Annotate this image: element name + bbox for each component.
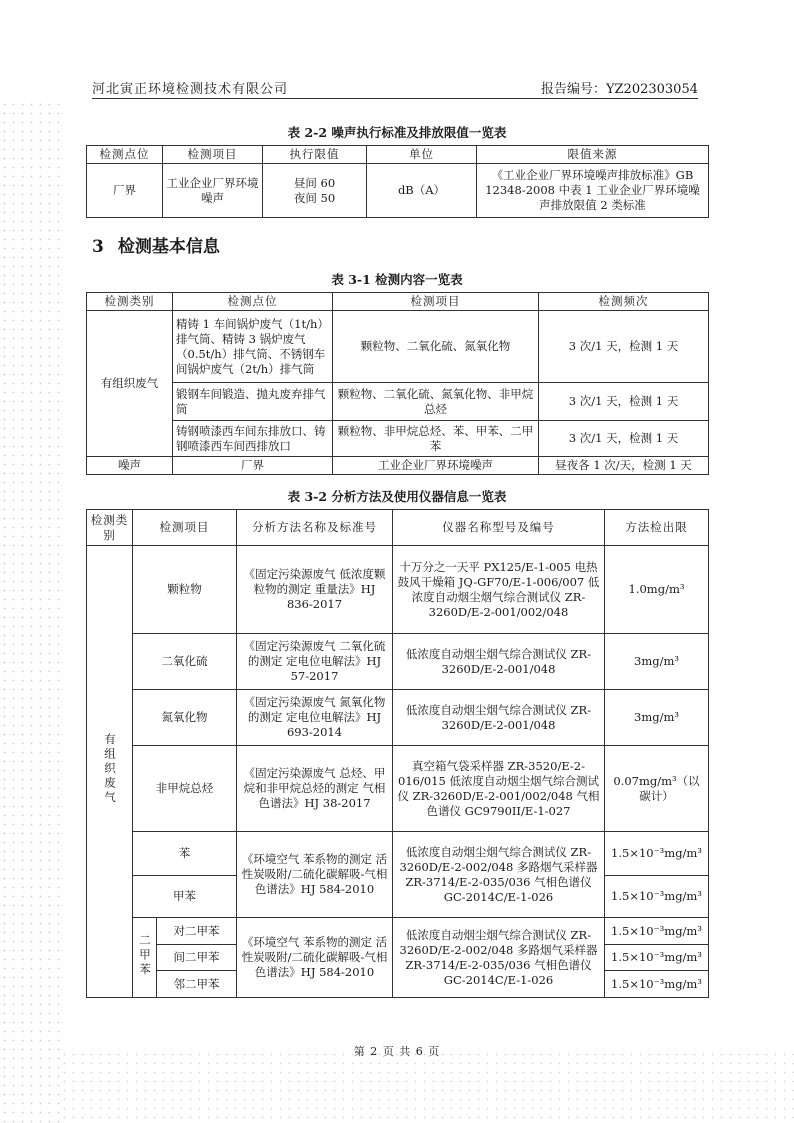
cell-item: 颗粒物、二氧化硫、氮氧化物、非甲烷总烃 bbox=[333, 383, 539, 421]
dotted-margin-decoration bbox=[0, 100, 60, 1123]
cell-method: 《固定污染源废气 低浓度颗粒物的测定 重量法》HJ 836-2017 bbox=[237, 546, 393, 634]
header-cell: 检测类别 bbox=[87, 510, 133, 546]
cell-limit: 1.5×10⁻³mg/m³ bbox=[605, 918, 709, 945]
header-cell: 执行限值 bbox=[263, 146, 367, 164]
table-row bbox=[87, 918, 709, 945]
cell-item: 邻二甲苯 bbox=[157, 971, 237, 998]
cell-method: 《环境空气 苯系物的测定 活性炭吸附/二硫化碳解吸-气相色谱法》HJ 584-2010 bbox=[237, 918, 393, 998]
category-label: 有组织废气 bbox=[103, 733, 117, 806]
header-cell: 方法检出限 bbox=[605, 510, 709, 546]
header-cell: 检测点位 bbox=[87, 146, 163, 164]
cell-item: 氮氧化物 bbox=[133, 690, 237, 746]
cell-method: 《固定污染源废气 二氧化硫的测定 定电位电解法》HJ 57-2017 bbox=[237, 634, 393, 690]
cell-instrument: 十万分之一天平 PX125/E-1-005 电热鼓风干燥箱 JQ-GF70/E-1-006/007 低浓度自动烟尘烟气综合测试仪 ZR-3260D/E-2-001/002/048 bbox=[393, 546, 605, 634]
cell-item: 颗粒物、二氧化硫、氮氧化物 bbox=[333, 311, 539, 383]
cell-limit bbox=[263, 164, 367, 218]
cell-source: 《工业企业厂界环境噪声排放标准》GB 12348-2008 中表 1 工业企业厂界环境噪声排放限值 2 类标准 bbox=[477, 164, 709, 218]
table-row bbox=[87, 746, 709, 832]
cell-category: 噪声 bbox=[87, 457, 173, 475]
section-title-text: 检测基本信息 bbox=[117, 237, 220, 257]
table-row bbox=[87, 634, 709, 690]
cell-point: 铸钢喷漆西车间东排放口、铸钢喷漆西车间西排放口 bbox=[173, 421, 333, 457]
report-number: 报告编号：YZ202303054 bbox=[540, 82, 698, 97]
cell-method: 《固定污染源废气 总烃、甲烷和非甲烷总烃的测定 气相色谱法》HJ 38-2017 bbox=[237, 746, 393, 832]
cell-item: 苯 bbox=[133, 832, 237, 876]
dotted-bottom-decoration bbox=[60, 1050, 794, 1123]
cell-point: 锻钢车间锻造、抛丸废弃排气筒 bbox=[173, 383, 333, 421]
cell-item: 非甲烷总烃 bbox=[133, 746, 237, 832]
header-cell: 仪器名称型号及编号 bbox=[393, 510, 605, 546]
page-footer: 第 2 页 共 6 页 bbox=[353, 1045, 441, 1058]
cell-item: 颗粒物 bbox=[133, 546, 237, 634]
limit-night: 夜间 50 bbox=[293, 190, 336, 205]
page-header bbox=[92, 78, 698, 99]
cell-freq: 昼夜各 1 次/天，检测 1 天 bbox=[539, 457, 709, 475]
table-row bbox=[87, 546, 709, 634]
header-cell: 检测项目 bbox=[133, 510, 237, 546]
table-row bbox=[87, 421, 709, 457]
table-row bbox=[87, 383, 709, 421]
header-cell: 限值来源 bbox=[477, 146, 709, 164]
cell-limit: 1.5×10⁻³mg/m³ bbox=[605, 945, 709, 971]
section-number: 3 bbox=[92, 237, 104, 257]
company-name: 河北寅正环境检测技术有限公司 bbox=[92, 82, 289, 97]
table-row bbox=[87, 690, 709, 746]
cell-instrument: 低浓度自动烟尘烟气综合测试仪 ZR-3260D/E-2-001/048 bbox=[393, 634, 605, 690]
cell-item: 对二甲苯 bbox=[157, 918, 237, 945]
cell-limit: 0.07mg/m³（以碳计） bbox=[605, 746, 709, 832]
cell-limit: 1.5×10⁻³mg/m³ bbox=[605, 971, 709, 998]
cell-point: 厂界 bbox=[173, 457, 333, 475]
cell-limit: 1.5×10⁻³mg/m³ bbox=[605, 832, 709, 876]
cell-item: 工业企业厂界环境噪声 bbox=[163, 164, 263, 218]
cell-limit: 3mg/m³ bbox=[605, 690, 709, 746]
header-cell: 检测项目 bbox=[333, 293, 539, 311]
table-row bbox=[87, 311, 709, 383]
header-cell: 检测频次 bbox=[539, 293, 709, 311]
cell-xylene-group bbox=[133, 918, 157, 998]
header-cell: 分析方法名称及标准号 bbox=[237, 510, 393, 546]
cell-instrument: 真空箱气袋采样器 ZR-3520/E-2-016/015 低浓度自动烟尘烟气综合测试仪 ZR-3260D/E-2-001/002/048 气相色谱仪 GC9790II/E-1-027 bbox=[393, 746, 605, 832]
cell-instrument: 低浓度自动烟尘烟气综合测试仪 ZR-3260D/E-2-001/048 bbox=[393, 690, 605, 746]
cell-limit: 3mg/m³ bbox=[605, 634, 709, 690]
table-row bbox=[87, 457, 709, 475]
cell-category: 有组织废气 bbox=[87, 311, 173, 457]
cell-freq: 3 次/1 天，检测 1 天 bbox=[539, 311, 709, 383]
cell-item: 甲苯 bbox=[133, 876, 237, 918]
cell-limit: 1.5×10⁻³mg/m³ bbox=[605, 876, 709, 918]
cell-item: 工业企业厂界环境噪声 bbox=[333, 457, 539, 475]
analysis-method-table bbox=[86, 509, 709, 998]
table-3-2-caption: 表 3-2 分析方法及使用仪器信息一览表 bbox=[287, 489, 507, 504]
inspection-content-table bbox=[86, 292, 709, 475]
cell-method: 《环境空气 苯系物的测定 活性炭吸附/二硫化碳解吸-气相色谱法》HJ 584-2010 bbox=[237, 832, 393, 918]
cell-point: 厂界 bbox=[87, 164, 163, 218]
xylene-group-label: 二甲苯 bbox=[138, 933, 152, 978]
cell-item: 间二甲苯 bbox=[157, 945, 237, 971]
cell-item: 颗粒物、非甲烷总烃、苯、甲苯、二甲苯 bbox=[333, 421, 539, 457]
header-cell: 单位 bbox=[367, 146, 477, 164]
cell-method: 《固定污染源废气 氮氧化物的测定 定电位电解法》HJ 693-2014 bbox=[237, 690, 393, 746]
cell-instrument: 低浓度自动烟尘烟气综合测试仪 ZR-3260D/E-2-002/048 多路烟气采样器 ZR-3714/E-2-035/036 气相色谱仪 GC-2014C/E-1-026 bbox=[393, 918, 605, 998]
cell-point: 精铸 1 车间锅炉废气（1t/h）排气筒、精铸 3 锅炉废气（0.5t/h）排气筒、不锈钢车间锅炉废气（2t/h）排气筒 bbox=[173, 311, 333, 383]
table-3-1-caption: 表 3-1 检测内容一览表 bbox=[331, 272, 463, 287]
cell-item: 二氧化硫 bbox=[133, 634, 237, 690]
cell-unit: dB（A） bbox=[367, 164, 477, 218]
limit-day: 昼间 60 bbox=[293, 175, 336, 190]
table-row bbox=[87, 164, 709, 218]
header-cell: 检测类别 bbox=[87, 293, 173, 311]
header-cell: 检测点位 bbox=[173, 293, 333, 311]
cell-freq: 3 次/1 天，检测 1 天 bbox=[539, 421, 709, 457]
header-cell: 检测项目 bbox=[163, 146, 263, 164]
cell-category bbox=[87, 546, 133, 998]
cell-freq: 3 次/1 天，检测 1 天 bbox=[539, 383, 709, 421]
cell-limit: 1.0mg/m³ bbox=[605, 546, 709, 634]
section-heading bbox=[92, 232, 234, 257]
table-2-2-caption: 表 2-2 噪声执行标准及排放限值一览表 bbox=[287, 125, 507, 140]
cell-instrument: 低浓度自动烟尘烟气综合测试仪 ZR-3260D/E-2-002/048 多路烟气采样器 ZR-3714/E-2-035/036 气相色谱仪 GC-2014C/E-1-026 bbox=[393, 832, 605, 918]
noise-standard-table bbox=[86, 145, 709, 218]
table-row bbox=[87, 832, 709, 876]
